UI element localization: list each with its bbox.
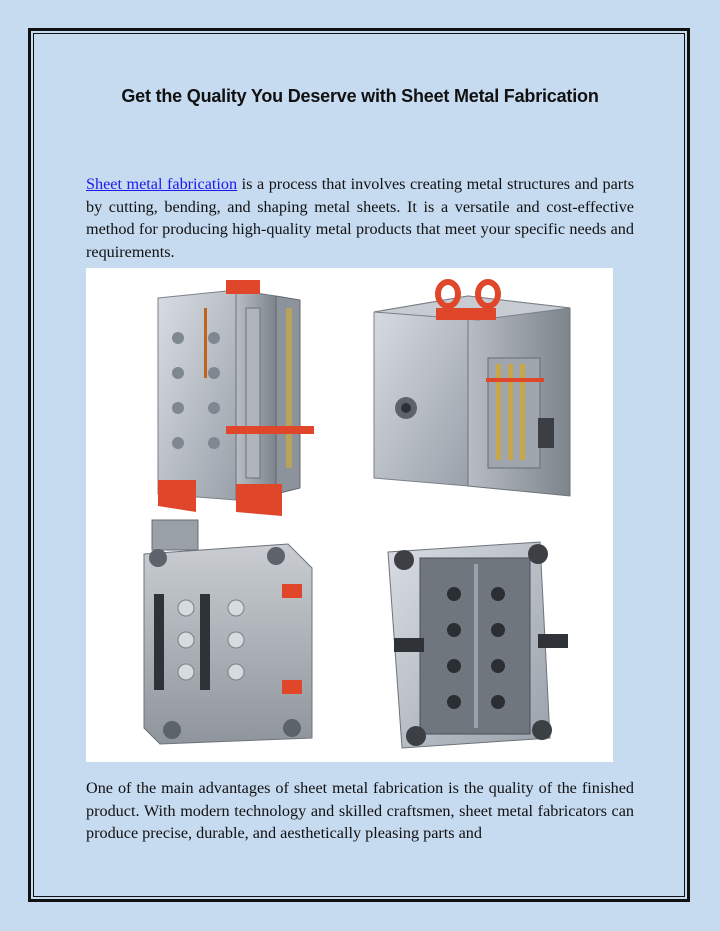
- mold-image-2: [374, 282, 570, 496]
- sheet-metal-fabrication-link[interactable]: Sheet metal fabrication: [86, 175, 238, 193]
- body-paragraph: One of the main advantages of sheet metal fabrication is the quality of the finished product. With modern technology and skilled craftsmen, sheet metal fabricators can produce precise, durable, and aesthetically pleasing parts and: [86, 779, 634, 843]
- intro-text: is a process that involves creating metal structures and parts by cutting, bending, and shaping metal sheets. It is a versatile and cost-effective method for producing high-quality metal products that meet your specific needs and requirements.: [86, 175, 634, 261]
- mold-image-3: [144, 520, 312, 744]
- mold-images-figure: [86, 268, 613, 762]
- page-title: Get the Quality You Deserve with Sheet Metal Fabrication: [121, 86, 599, 106]
- mold-image-4: [388, 542, 568, 748]
- intro-paragraph: [86, 173, 634, 263]
- mold-image-1: [158, 280, 314, 516]
